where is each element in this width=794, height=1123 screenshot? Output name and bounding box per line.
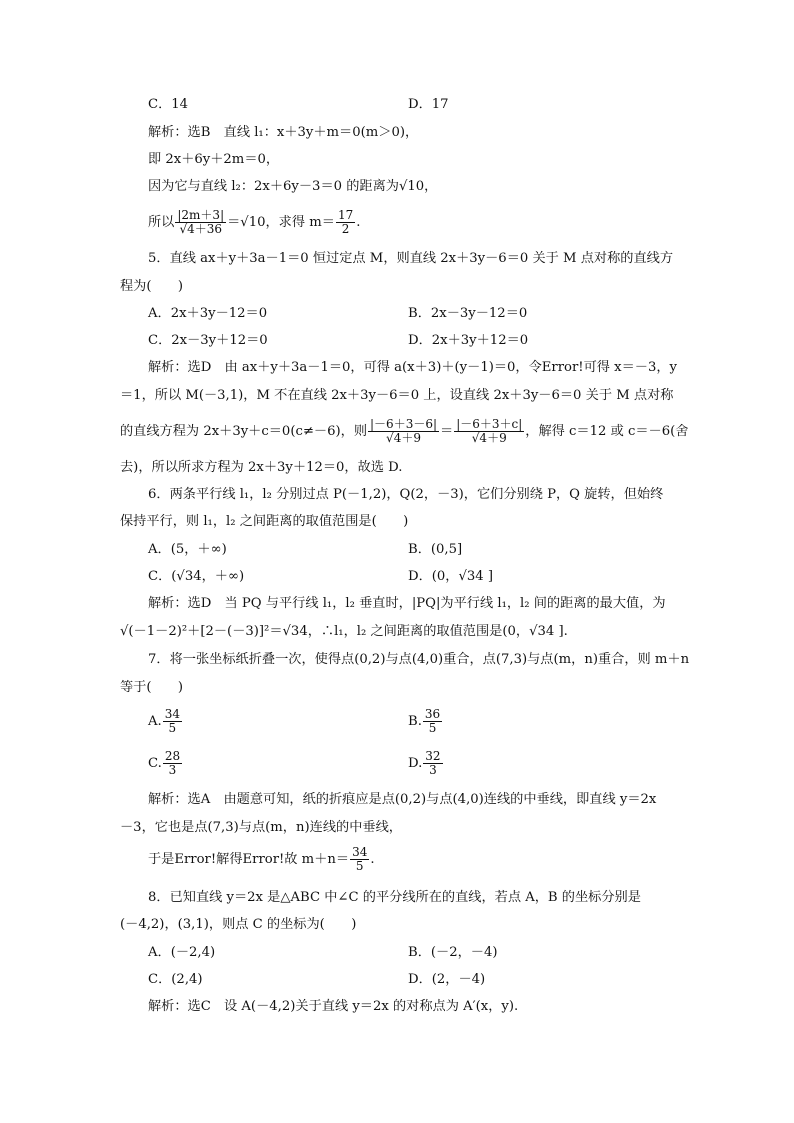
- fraction-denominator: 5: [355, 859, 364, 873]
- option-fraction: [163, 708, 182, 735]
- q6-solution-text: √(－1－2)²＋[2－(－3)]²＝√34，∴l₁，l₂ 之间距离的取值范围是(0，√34 ].: [120, 624, 568, 639]
- fraction-numerator: |－6＋3＋c|: [456, 417, 523, 431]
- fraction-numerator: |－6＋3－6|: [370, 417, 438, 431]
- q8-option-a: A．(－2,4): [148, 945, 216, 960]
- q4-option-d: D．17: [408, 97, 449, 112]
- q6-solution-text: 解析：选D 当 PQ 与平行线 l₁，l₂ 垂直时，|PQ|为平行线 l₁，l₂ 间的距离的最大值，为: [148, 596, 666, 611]
- q5-solution-line-1: [0, 355, 794, 381]
- q7-solution-text: 解析：选A 由题意可知，纸的折痕应是点(0,2)与点(4,0)连线的中垂线，即直线 y＝2x: [148, 792, 657, 807]
- fraction-numerator: 34: [352, 845, 368, 859]
- q7-option-b: [408, 702, 443, 742]
- option-label: D.: [408, 756, 423, 771]
- q5-options-row-1: [0, 301, 794, 327]
- q4-solution-text: 即 2x＋6y＋2m＝0，: [148, 152, 280, 167]
- fraction-numerator: 36: [424, 707, 441, 721]
- q7-solution-text: －3，它也是点(7,3)与点(m，n)连线的中垂线，: [120, 820, 402, 835]
- q4-period: .: [356, 215, 361, 230]
- fraction-denominator: √4＋36: [179, 222, 223, 236]
- q5-solution-text: 去)，所以所求方程为 2x＋3y＋12＝0，故选 D.: [120, 460, 403, 475]
- fraction-numerator: 32: [425, 749, 441, 763]
- fraction-denominator: √4＋9: [386, 431, 421, 445]
- q7-options-row-1: [0, 702, 794, 742]
- q6-options-row-2: [0, 564, 794, 590]
- option-fraction: [423, 708, 442, 735]
- q6-option-a: A．(5，＋∞): [148, 542, 227, 557]
- q5-option-d: D．2x＋3y＋12＝0: [408, 333, 529, 348]
- option-fraction: [163, 750, 182, 777]
- q4-text-result: ＝√10，求得 m＝: [227, 215, 335, 230]
- q7-stem-text: 7．将一张坐标纸折叠一次，使得点(0,2)与点(4,0)重合，点(7,3)与点(m，n)重合，则 m＋n: [148, 652, 690, 667]
- q5-solution-line-3: [0, 412, 794, 452]
- q6-stem-text: 6．两条平行线 l₁，l₂ 分别过点 P(－1,2)，Q(2，－3)，它们分别绕 P，Q 旋转，但始终: [148, 487, 664, 502]
- q6-stem-line-1: [0, 482, 794, 508]
- q6-option-d: D．(0，√34 ]: [408, 569, 494, 584]
- q6-solution-line-2: [0, 619, 794, 645]
- q5-text-solve: ，解得 c＝12 或 c＝－6(舍: [525, 424, 689, 439]
- q7-stem-text: 等于( ): [120, 680, 184, 695]
- fraction-denominator: 5: [428, 721, 437, 735]
- fraction-denominator: 5: [168, 721, 177, 735]
- q5-stem-text: 5．直线 ax＋y＋3a－1＝0 恒过定点 M，则直线 2x＋3y－6＝0 关于 M 点对称的直线方: [148, 251, 674, 266]
- q4-option-c: C．14: [148, 97, 189, 112]
- q7-stem-line-2: [0, 675, 794, 701]
- q6-option-b: B．(0,5]: [408, 542, 463, 557]
- q8-options-row-1: [0, 940, 794, 966]
- q5-solution-line-2: [0, 383, 794, 409]
- q8-option-b: B．(－2，－4): [408, 945, 498, 960]
- q7-option-c: [148, 744, 183, 784]
- q8-stem-text: (－4,2)，(3,1)，则点 C 的坐标为( ): [120, 917, 357, 932]
- q5-solution-text: ＝1，所以 M(－3,1)，M 不在直线 2x＋3y－6＝0 上，设直线 2x＋3y－6＝0 关于 M 点对称: [120, 388, 674, 403]
- q7-text-then: 于是Error!解得Error!故 m＋n＝: [148, 852, 350, 867]
- q7-options-row-2: [0, 744, 794, 784]
- q4-solution-line-1: [0, 120, 794, 146]
- q5-solution-text: 解析：选D 由 ax＋y＋3a－1＝0，可得 a(x＋3)＋(y－1)＝0，令Error!可得 x＝－3，y: [148, 360, 677, 375]
- fraction-denominator: 3: [168, 763, 177, 777]
- q8-option-c: C．(2,4): [148, 972, 203, 987]
- q4-fraction: [175, 209, 226, 236]
- q8-solution-text: 解析：选C 设 A(－4,2)关于直线 y＝2x 的对称点为 A′(x，y).: [148, 999, 519, 1014]
- q6-solution-line-1: [0, 591, 794, 617]
- option-label: C.: [148, 756, 162, 771]
- q6-stem-text: 保持平行，则 l₁，l₂ 之间距离的取值范围是( ): [120, 514, 409, 529]
- q4-answer-fraction: [336, 209, 355, 236]
- q6-options-row-1: [0, 537, 794, 563]
- q5-text-eq: 的直线方程为 2x＋3y＋c＝0(c≠－6)，则: [120, 424, 368, 439]
- q4-options-row: [0, 92, 794, 118]
- q7-option-a: [148, 702, 183, 742]
- q5-fraction-left: [368, 418, 439, 445]
- q4-solution-text: 解析：选B 直线 l₁：x＋3y＋m＝0(m＞0)，: [148, 125, 419, 140]
- q8-stem-text: 8．已知直线 y＝2x 是△ABC 中∠C 的平分线所在的直线，若点 A，B 的坐标分别是: [148, 890, 641, 905]
- q5-option-c: C．2x－3y＋12＝0: [148, 333, 268, 348]
- q5-stem-text: 程为( ): [120, 279, 184, 294]
- q6-option-c: C．(√34，＋∞): [148, 569, 245, 584]
- q7-solution-line-3: [0, 840, 794, 880]
- q8-solution-line-1: [0, 994, 794, 1020]
- fraction-numerator: |2m＋3|: [177, 208, 225, 222]
- q5-option-b: B．2x－3y－12＝0: [408, 306, 528, 321]
- q5-equals: ＝: [440, 424, 454, 439]
- q7-option-d: [408, 744, 444, 784]
- q7-answer-fraction: [350, 846, 369, 873]
- q4-solution-line-2: [0, 147, 794, 173]
- q5-solution-formula: [120, 412, 688, 452]
- q7-solution-line-2: [0, 815, 794, 841]
- fraction-denominator: 3: [429, 763, 437, 777]
- q5-fraction-right: [454, 418, 524, 445]
- q4-solution-line-3: [0, 174, 794, 200]
- option-label: B.: [408, 714, 422, 729]
- q5-stem-line-2: [0, 274, 794, 300]
- q8-options-row-2: [0, 967, 794, 993]
- fraction-numerator: 28: [164, 749, 181, 763]
- q4-solution-formula: [148, 203, 360, 243]
- q5-stem-line-1: [0, 246, 794, 272]
- q7-period: .: [370, 852, 375, 867]
- q5-option-a: A．2x＋3y－12＝0: [148, 306, 268, 321]
- option-fraction: [423, 750, 442, 777]
- q7-solution-formula: [148, 840, 375, 880]
- fraction-denominator: √4＋9: [471, 431, 507, 445]
- fraction-denominator: 2: [341, 222, 350, 236]
- q4-text-so: 所以: [148, 215, 175, 230]
- q4-solution-text: 因为它与直线 l₂：2x＋6y－3＝0 的距离为√10，: [148, 179, 438, 194]
- q8-option-d: D．(2，－4): [408, 972, 486, 987]
- q8-stem-line-2: [0, 912, 794, 938]
- q8-stem-line-1: [0, 885, 794, 911]
- q7-stem-line-1: [0, 647, 794, 673]
- q6-stem-line-2: [0, 509, 794, 535]
- q5-solution-line-4: [0, 455, 794, 481]
- q5-options-row-2: [0, 328, 794, 354]
- option-label: A.: [148, 714, 162, 729]
- fraction-numerator: 34: [164, 707, 180, 721]
- q7-solution-line-1: [0, 787, 794, 813]
- fraction-numerator: 17: [337, 208, 354, 222]
- q4-solution-line-4: [0, 203, 794, 243]
